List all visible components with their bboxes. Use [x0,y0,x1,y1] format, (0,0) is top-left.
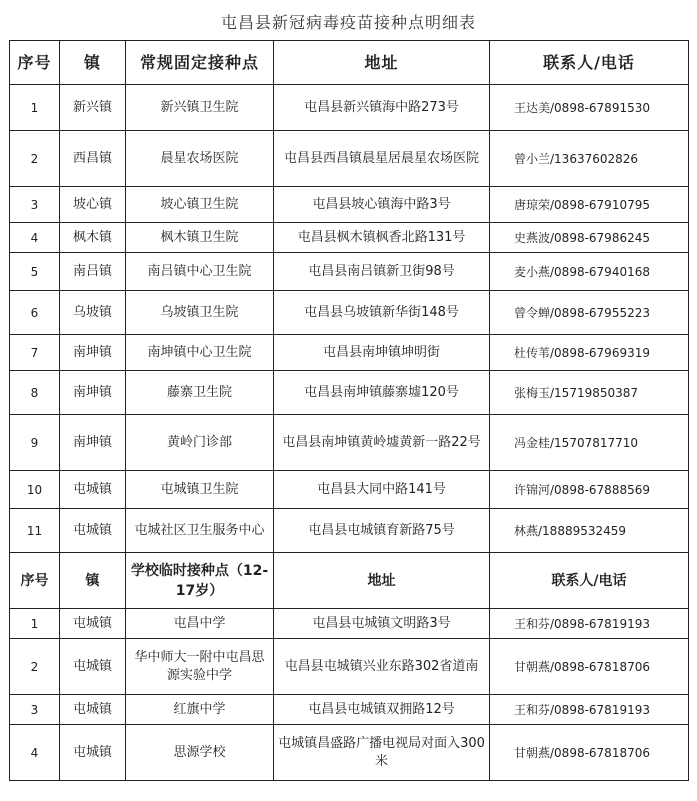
table-row [10,609,689,639]
row-site: 藤寨卫生院 [126,371,274,415]
row-contact: 甘朝燕/0898-67818706 [490,725,689,781]
row-no: 2 [10,639,60,695]
row-no: 1 [10,609,60,639]
header-row-school [10,553,689,609]
header-contact: 联系人/电话 [490,41,689,85]
header-address: 地址 [274,41,490,85]
row-town: 屯城镇 [60,609,126,639]
table-row [10,335,689,371]
row-town: 西昌镇 [60,131,126,187]
header-address: 地址 [274,553,490,609]
row-no: 8 [10,371,60,415]
page-title: 屯昌县新冠病毒疫苗接种点明细表 [220,13,476,32]
table-row [10,725,689,781]
row-no: 6 [10,291,60,335]
table-row [10,509,689,553]
row-address: 屯昌县屯城镇双拥路12号 [274,695,490,725]
row-contact: 史燕波/0898-67986245 [490,223,689,253]
row-contact: 王和芬/0898-67819193 [490,695,689,725]
row-site: 黄岭门诊部 [126,415,274,471]
row-site: 南坤镇中心卫生院 [126,335,274,371]
row-site: 晨星农场医院 [126,131,274,187]
table-row [10,187,689,223]
row-town: 坡心镇 [60,187,126,223]
row-contact: 曾小兰/13637602826 [490,131,689,187]
row-site: 红旗中学 [126,695,274,725]
row-contact: 许锦河/0898-67888569 [490,471,689,509]
table-row [10,695,689,725]
row-no: 11 [10,509,60,553]
row-address: 屯昌县屯城镇兴业东路302省道南 [274,639,490,695]
row-address: 屯昌县屯城镇文明路3号 [274,609,490,639]
row-contact: 甘朝燕/0898-67818706 [490,639,689,695]
row-no: 3 [10,187,60,223]
row-address: 屯城镇昌盛路广播电视局对面入300米 [274,725,490,781]
row-address: 屯昌县西昌镇晨星居晨星农场医院 [274,131,490,187]
row-town: 屯城镇 [60,725,126,781]
row-contact: 麦小燕/0898-67940168 [490,253,689,291]
table-row [10,223,689,253]
header-town: 镇 [60,41,126,85]
row-town: 新兴镇 [60,85,126,131]
row-site: 屯城镇卫生院 [126,471,274,509]
row-no: 4 [10,223,60,253]
row-address: 屯昌县南坤镇藤寨墟120号 [274,371,490,415]
row-town: 南吕镇 [60,253,126,291]
table-row [10,415,689,471]
row-contact: 王达美/0898-67891530 [490,85,689,131]
row-site: 乌坡镇卫生院 [126,291,274,335]
row-contact: 林燕/18889532459 [490,509,689,553]
row-site: 枫木镇卫生院 [126,223,274,253]
row-contact: 杜传苇/0898-67969319 [490,335,689,371]
row-town: 南坤镇 [60,415,126,471]
row-address: 屯昌县大同中路141号 [274,471,490,509]
table-row [10,371,689,415]
row-address: 屯昌县枫木镇枫香北路131号 [274,223,490,253]
row-contact: 王和芬/0898-67819193 [490,609,689,639]
row-no: 2 [10,131,60,187]
table-row [10,471,689,509]
row-address: 屯昌县南吕镇新卫街98号 [274,253,490,291]
row-contact: 唐琼荣/0898-67910795 [490,187,689,223]
row-site: 新兴镇卫生院 [126,85,274,131]
row-no: 10 [10,471,60,509]
table-row [10,85,689,131]
row-town: 屯城镇 [60,471,126,509]
header-row-regular [10,41,689,85]
row-site: 屯昌中学 [126,609,274,639]
row-site: 华中师大一附中屯昌思源实验中学 [126,639,274,695]
row-address: 屯昌县坡心镇海中路3号 [274,187,490,223]
row-town: 屯城镇 [60,639,126,695]
row-address: 屯昌县乌坡镇新华街148号 [274,291,490,335]
row-town: 乌坡镇 [60,291,126,335]
row-site: 坡心镇卫生院 [126,187,274,223]
row-address: 屯昌县屯城镇育新路75号 [274,509,490,553]
vaccination-sites-table [9,40,689,781]
table-row [10,291,689,335]
table-row [10,131,689,187]
header-site: 常规固定接种点 [126,41,274,85]
row-no: 9 [10,415,60,471]
row-address: 屯昌县南坤镇坤明街 [274,335,490,371]
header-site: 学校临时接种点（12-17岁） [126,553,274,609]
table-row [10,253,689,291]
table-row [10,639,689,695]
row-address: 屯昌县南坤镇黄岭墟黄新一路22号 [274,415,490,471]
row-no: 7 [10,335,60,371]
header-town: 镇 [60,553,126,609]
row-town: 屯城镇 [60,695,126,725]
row-no: 1 [10,85,60,131]
row-no: 5 [10,253,60,291]
row-site: 屯城社区卫生服务中心 [126,509,274,553]
row-site: 思源学校 [126,725,274,781]
header-contact: 联系人/电话 [490,553,689,609]
row-contact: 曾令蝉/0898-67955223 [490,291,689,335]
header-no: 序号 [10,553,60,609]
row-town: 南坤镇 [60,335,126,371]
row-no: 3 [10,695,60,725]
header-no: 序号 [10,41,60,85]
row-town: 屯城镇 [60,509,126,553]
row-no: 4 [10,725,60,781]
row-town: 南坤镇 [60,371,126,415]
row-town: 枫木镇 [60,223,126,253]
row-contact: 冯金桂/15707817710 [490,415,689,471]
row-address: 屯昌县新兴镇海中路273号 [274,85,490,131]
row-contact: 张梅玉/15719850387 [490,371,689,415]
row-site: 南吕镇中心卫生院 [126,253,274,291]
